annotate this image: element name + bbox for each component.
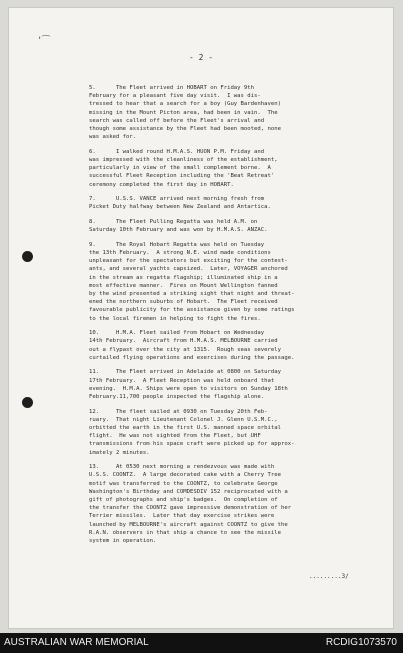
paragraph-10: 10. H.M.A. Fleet sailed from Hobart on Wednesday 14th February. Aircraft from H.M.A.S. MELBOURNE carried out a flypast over the city at 1315. Rough seas severely curtailed flying operations and exercises during the passage. [89, 330, 295, 361]
footer-institution: AUSTRALIAN WAR MEMORIAL [4, 637, 149, 648]
paragraph-9: 9. The Royal Hobart Regatta was held on Tuesday the 13th February. A strong N.E. wind made conditions unpleasant for the spectators but exciting for the contest- ants, and several yachts capsized. Later, VOYAGER anchored in the stream as regatta flagship; illuminated ship in a most effective manner. Fires on Mount Wellington fanned by the wind presented a striking sight that night and threat- ened the northern suburbs of Hobart. The Fleet received favourable publicity for the assistance given by some ratings to the local firemen in helping to fight the fires. [89, 241, 295, 322]
pencil-mark: '⁀ [37, 36, 50, 46]
archive-footer [0, 633, 403, 653]
continuation-marker: .........3/ [309, 573, 349, 580]
paragraph-8: 8. The Fleet Pulling Regatta was held A.M. on Saturday 10th February and was won by H.M.A.S. ANZAC. [89, 219, 268, 234]
document-body [89, 84, 373, 552]
paragraph-5: 5. The Fleet arrived in HOBART on Friday 9th February for a pleasant five day visit. I was dis- tressed to hear that a search for a boy (Guy Bardenhaven) missing in the Mount Picton area, had been in vain. The search was called off before the Fleet's arrival and though some assistance by the Fleet had been mooted, none was asked for. [89, 85, 281, 141]
paragraph-6: 6. I walked round H.M.A.S. HUON P.M. Friday and was impressed with the cleanliness of the establishment, particularly in view of the small complement borne. A successful Fleet Reception including the 'Beat Retreat' ceremony completed the first day in HOBART. [89, 148, 278, 188]
paragraph-13: 13. At 0530 next morning a rendezvous was made with U.S.S. COONTZ. A large decorated cake with a Cherry Tree motif was transferred to the COONTZ, to celebrate George Washington's Birthday and COMDESDIV 152 reciprocated with a gift of photographs and ship's badges. On completion of the transfer the COONTZ gave impressive demonstration of her Terrier missiles. Later that day exercise strikes were launched by MELBOURNE's aircraft against COONTZ to give the R.A.N. observers in that ship a chance to see the missile system in operation. [89, 464, 292, 545]
paragraph-12: 12. The fleet sailed at 0930 on Tuesday 20th Feb- ruary. That night Lieutenant Colonel J. Glenn U.S.M.C., orbitted the earth in the first U.S. manned space orbital flight. He was not sighted from the Fleet, but UHF transmissions from his space craft were picked up for approx- imately 2 minutes. [89, 408, 295, 456]
paragraph-7: 7. U.S.S. VANCE arrived next morning fresh from Picket Duty halfway between New Zealand and Antartica. [89, 196, 271, 211]
footer-record-id: RCDIG1073570 [325, 637, 397, 648]
page-number: - 2 - [188, 53, 214, 62]
paragraph-11: 11. The Fleet arrived in Adelaide at 0800 on Saturday 17th February. A Fleet Reception was held onboard that evening. H.M.A. Ships were open to visitors on Sunday 18th February.11,700 people inspected the flagship alone. [89, 369, 288, 401]
punch-hole-icon [22, 251, 33, 262]
document-page [9, 8, 393, 628]
punch-hole-icon [22, 397, 33, 408]
